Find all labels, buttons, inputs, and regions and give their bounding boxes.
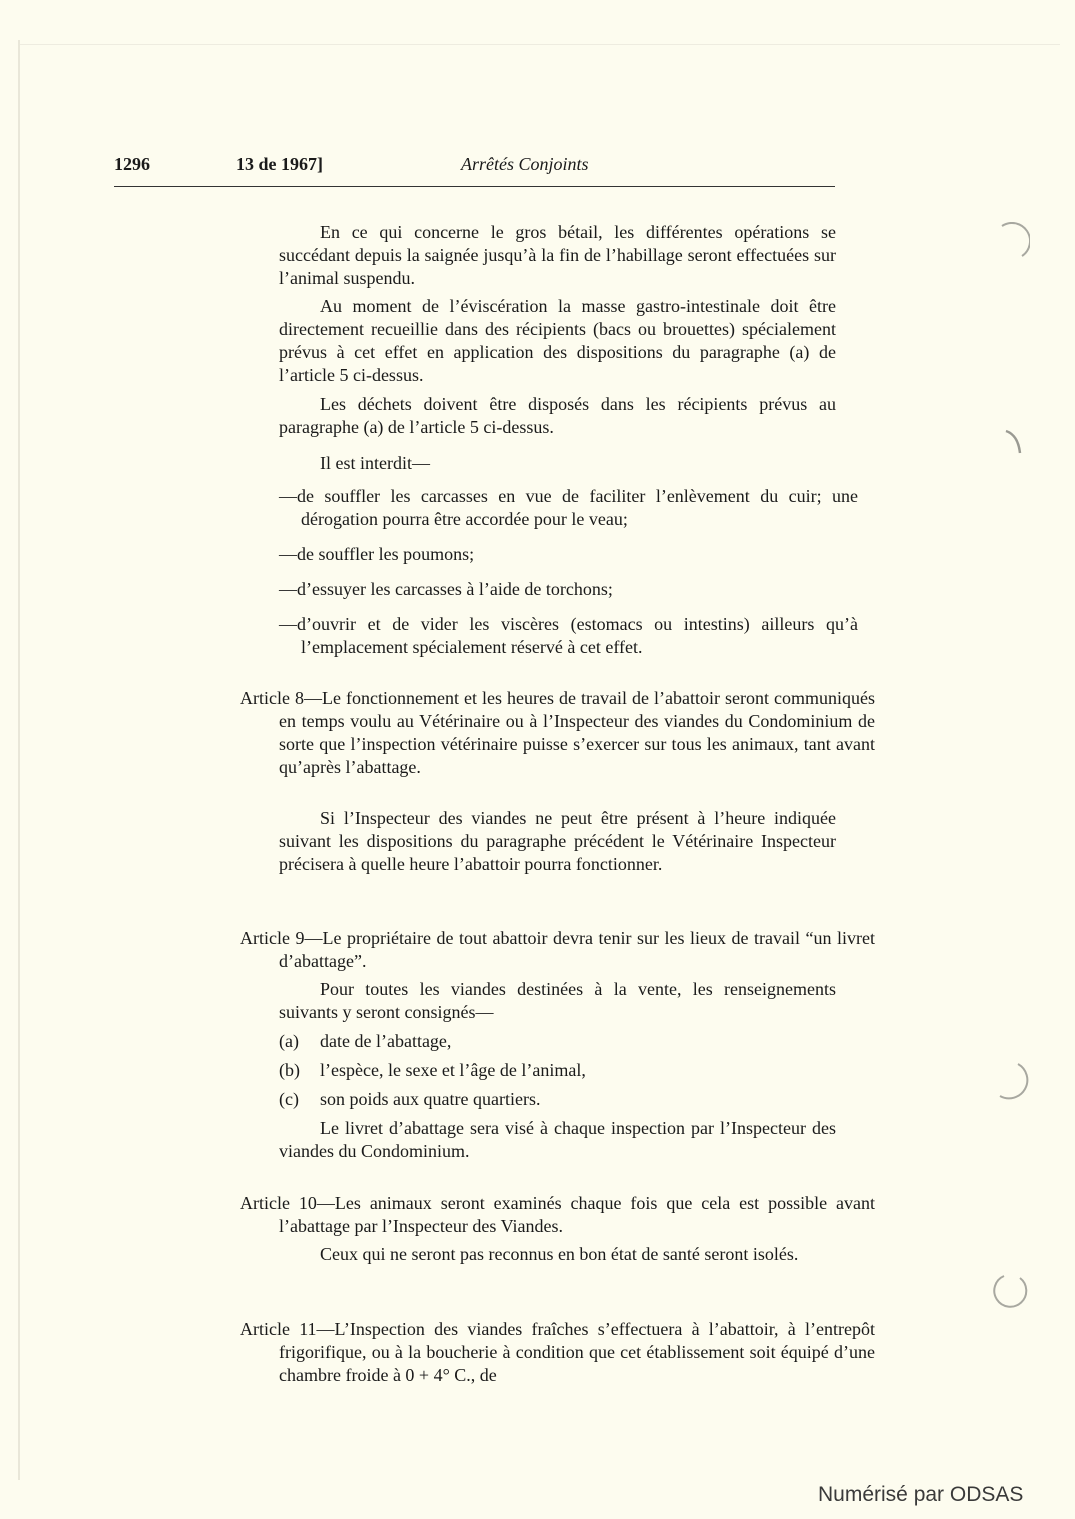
list-item-label: (a) [279,1031,299,1051]
paragraph-dechets: Les déchets doivent être disposés dans les récipients prévus au paragraphe (a) de l’article 5 ci-dessus. [279,394,836,437]
list-item-c [279,1088,836,1111]
dash-item-3: —d’essuyer les carcasses à l’aide de torchons; [279,579,613,599]
paragraph-evisceration: Au moment de l’éviscération la masse gastro-intestinale doit être directement recueillie dans des récipients (bacs ou brouettes) spécialement prévus à cet effet en application des dispositions du paragraphe (a) de l’article 5 ci-dessus. [279,296,836,385]
list-item-b [279,1059,836,1082]
article-9-paragraph-3: Le livret d’abattage sera visé à chaque inspection par l’Inspecteur des viandes du Condominium. [279,1118,836,1161]
list-item-label: (c) [279,1089,299,1109]
page-edge [18,40,20,1480]
dash-item-2: —de souffler les poumons; [279,544,475,564]
list-item-text: l’espèce, le sexe et l’âge de l’animal, [320,1060,586,1080]
running-header [0,154,1075,180]
article-8: Article 8—Le fonctionnement et les heures de travail de l’abattoir seront communiqués en temps voulu au Vétérinaire ou à l’Inspecteur des viandes du Condominium de sorte que l’inspection vétérinaire puisse s’exercer sur tous les animaux, tant avant qu’après l’abattage. [240,688,875,777]
punch-hole-4 [992,1270,1030,1310]
article-10: Article 10—Les animaux seront examinés chaque fois que cela est possible avant l’abattage par l’Inspecteur des Viandes. [240,1193,875,1236]
paragraph-interdit: Il est interdit— [320,453,430,473]
page-number: 1296 [114,154,150,174]
punch-hole-1 [992,222,1030,262]
dash-item-4: —d’ouvrir et de vider les viscères (estomacs ou intestins) ailleurs qu’à l’emplacement spécialement réservé à cet effet. [279,614,858,657]
list-item-text: son poids aux quatre quartiers. [320,1089,541,1109]
article-11: Article 11—L’Inspection des viandes fraîches s’effectuera à l’abattoir, à l’entrepôt frigorifique, ou à la boucherie à condition que cet établissement soit équipé d’une chambre froide à 0 + 4° C., de [240,1319,875,1385]
article-9: Article 9—Le propriétaire de tout abattoir devra tenir sur les lieux de travail “un livret d’abattage”. [240,928,875,971]
dash-item-1: —de souffler les carcasses en vue de faciliter l’enlèvement du cuir; une dérogation pourra être accordée pour le veau; [279,486,858,529]
header-title: Arrêtés Conjoints [461,154,589,174]
list-item-text: date de l’abattage, [320,1031,452,1051]
list-item-label: (b) [279,1060,300,1080]
article-9-paragraph-2: Pour toutes les viandes destinées à la vente, les renseignements suivants y seront consignés— [279,979,836,1022]
header-rule [114,186,835,187]
article-10-paragraph-2: Ceux qui ne seront pas reconnus en bon état de santé seront isolés. [320,1244,799,1264]
paragraph-gros-betail: En ce qui concerne le gros bétail, les différentes opérations se succédant depuis la saignée jusqu’à la fin de l’habillage seront effectuées sur l’animal suspendu. [279,222,836,288]
digitization-credit: Numérisé par ODSAS [818,1483,1024,1506]
list-item-a [279,1030,836,1053]
punch-hole-2 [992,425,1030,465]
page-edge-top [20,44,1060,45]
article-8-paragraph-2: Si l’Inspecteur des viandes ne peut être présent à l’heure indiquée suivant les dispositions du paragraphe précédent le Vétérinaire Inspecteur précisera à quelle heure l’abattoir pourra fonctionner. [279,808,836,874]
punch-hole-3 [992,1060,1030,1100]
header-reference: 13 de 1967] [236,154,323,174]
